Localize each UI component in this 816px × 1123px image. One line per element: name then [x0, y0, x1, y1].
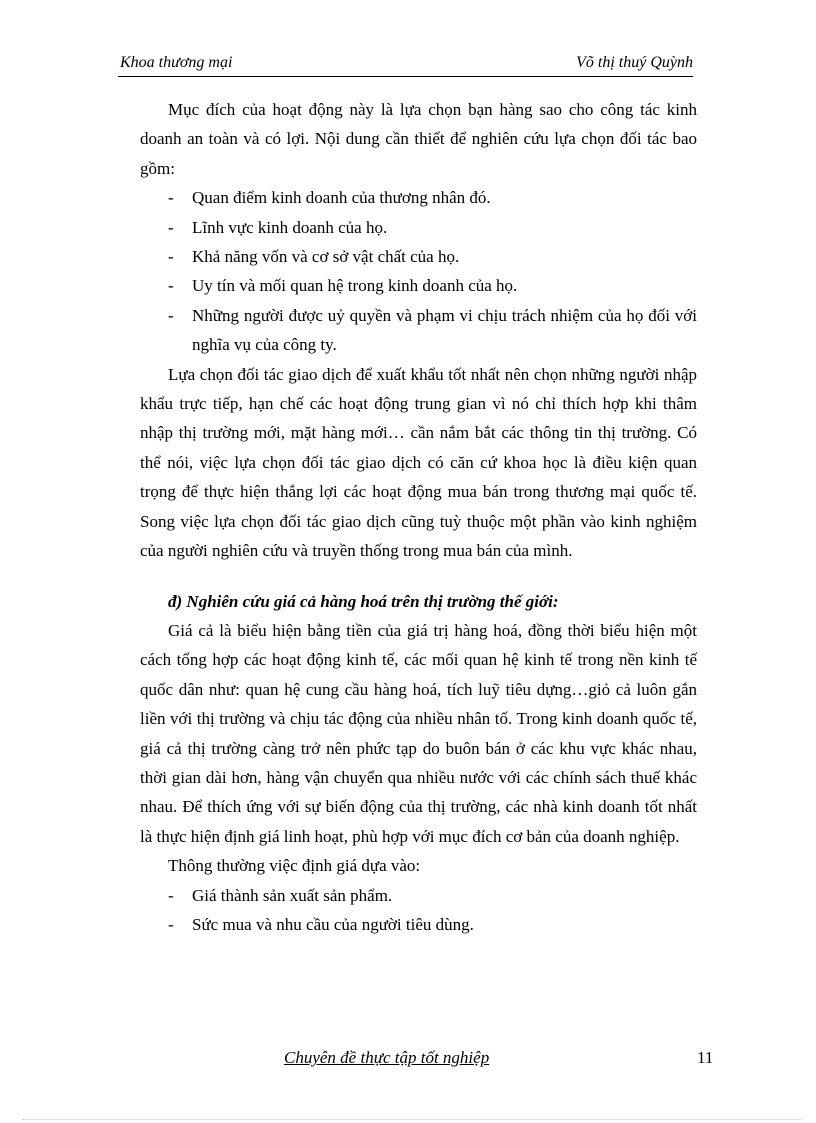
paragraph-purpose: Mục đích của hoạt động này là lựa chọn bạn hàng sao cho công tác kinh doanh an toàn và có lợi. Nội dung cần thiết để nghiên cứu lựa chọn đối tác bao gồm:: [140, 100, 697, 178]
list-item-text: Quan điểm kinh doanh của thương nhân đó.: [192, 188, 491, 208]
paragraph-partner-selection: Lựa chọn đối tác giao dịch để xuất khẩu tốt nhất nên chọn những người nhập khẩu trực tiếp, hạn chế các hoạt động trung gian vì nó chỉ thích hợp khi thâm nhập thị trường mới, mặt hàng mới… cần nắm bắt các thông tin thị trường. Có thể nói, việc lựa chọn đối tác giao dịch có căn cứ khoa học là điều kiện quan trọng để thực hiện thắng lợi các hoạt động mua bán trong thương mại quốc tế. Song việc lựa chọn đối tác giao dịch cũng tuỳ thuộc một phần vào kinh nghiệm của người nghiên cứu và truyền thống trong mua bán của mình.: [140, 364, 697, 561]
list-item: [140, 183, 697, 212]
header-author: Võ thị thuý Quỳnh: [576, 54, 693, 71]
list-item-text: Uy tín và mối quan hệ trong kinh doanh của họ.: [192, 276, 518, 296]
list-item-text: Lĩnh vực kinh doanh của họ.: [192, 217, 388, 237]
page-header: [118, 52, 693, 77]
list-item-text: Giá thành sản xuất sản phẩm.: [192, 885, 393, 905]
paragraph-pricing: Giá cả là biểu hiện bằng tiền của giá trị hàng hoá, đồng thời biểu hiện một cách tổng hợp các hoạt động kinh tế, các mối quan hệ kinh tế trong nền kinh tế quốc dân như: quan hệ cung cầu hàng hoá, tích luỹ tiêu dựng…giỏ cả luôn gắn liền với thị trường và chịu tác động của nhiều nhân tố. Trong kinh doanh quốc tế, giá cả thị trường càng trở nên phức tạp do buôn bán ở các khu vực khác nhau, thời gian dài hơn, hàng vận chuyển qua nhiều nước với các chính sách thuế khác nhau. Để thích ứng với sự biến động của thị trường, các nhà kinh doanh tốt nhất là thực hiện định giá linh hoạt, phù hợp với mục đích cơ bản của doanh nghiệp.: [140, 620, 697, 846]
list-item-text: Sức mua và nhu cầu của người tiêu dùng.: [192, 914, 474, 934]
dash-bullet: -: [168, 247, 174, 267]
list-item-text: Khả năng vốn và cơ sở vật chất của họ.: [192, 247, 460, 267]
dash-bullet: -: [168, 276, 174, 296]
dash-bullet: -: [168, 305, 174, 325]
list-item-text: Những người được uỷ quyền và phạm vi chịu trách nhiệm của họ đối với nghĩa vụ của công ty.: [192, 305, 697, 355]
list-item: [140, 242, 697, 271]
dash-bullet: -: [168, 217, 174, 237]
header-department: Khoa thương mại: [120, 54, 233, 71]
page-number: 11: [697, 1048, 714, 1067]
dash-bullet: -: [168, 885, 174, 905]
list-item: [140, 301, 697, 360]
list-item: [140, 213, 697, 242]
criteria-list: [140, 183, 697, 359]
dash-bullet: -: [168, 188, 174, 208]
paragraph-pricing-basis: Thông thường việc định giá dựa vào:: [168, 856, 421, 876]
list-item: [140, 271, 697, 300]
dash-bullet: -: [168, 914, 174, 934]
list-item: [140, 881, 697, 910]
pricing-basis-list: [140, 881, 697, 940]
page-content: [140, 95, 697, 939]
list-item: [140, 910, 697, 939]
section-heading: đ) Nghiên cứu giá cả hàng hoá trên thị trường thế giới:: [168, 591, 559, 611]
page-bottom-divider: [22, 1119, 802, 1120]
footer-title: Chuyên đề thực tập tốt nghiệp: [284, 1048, 490, 1067]
